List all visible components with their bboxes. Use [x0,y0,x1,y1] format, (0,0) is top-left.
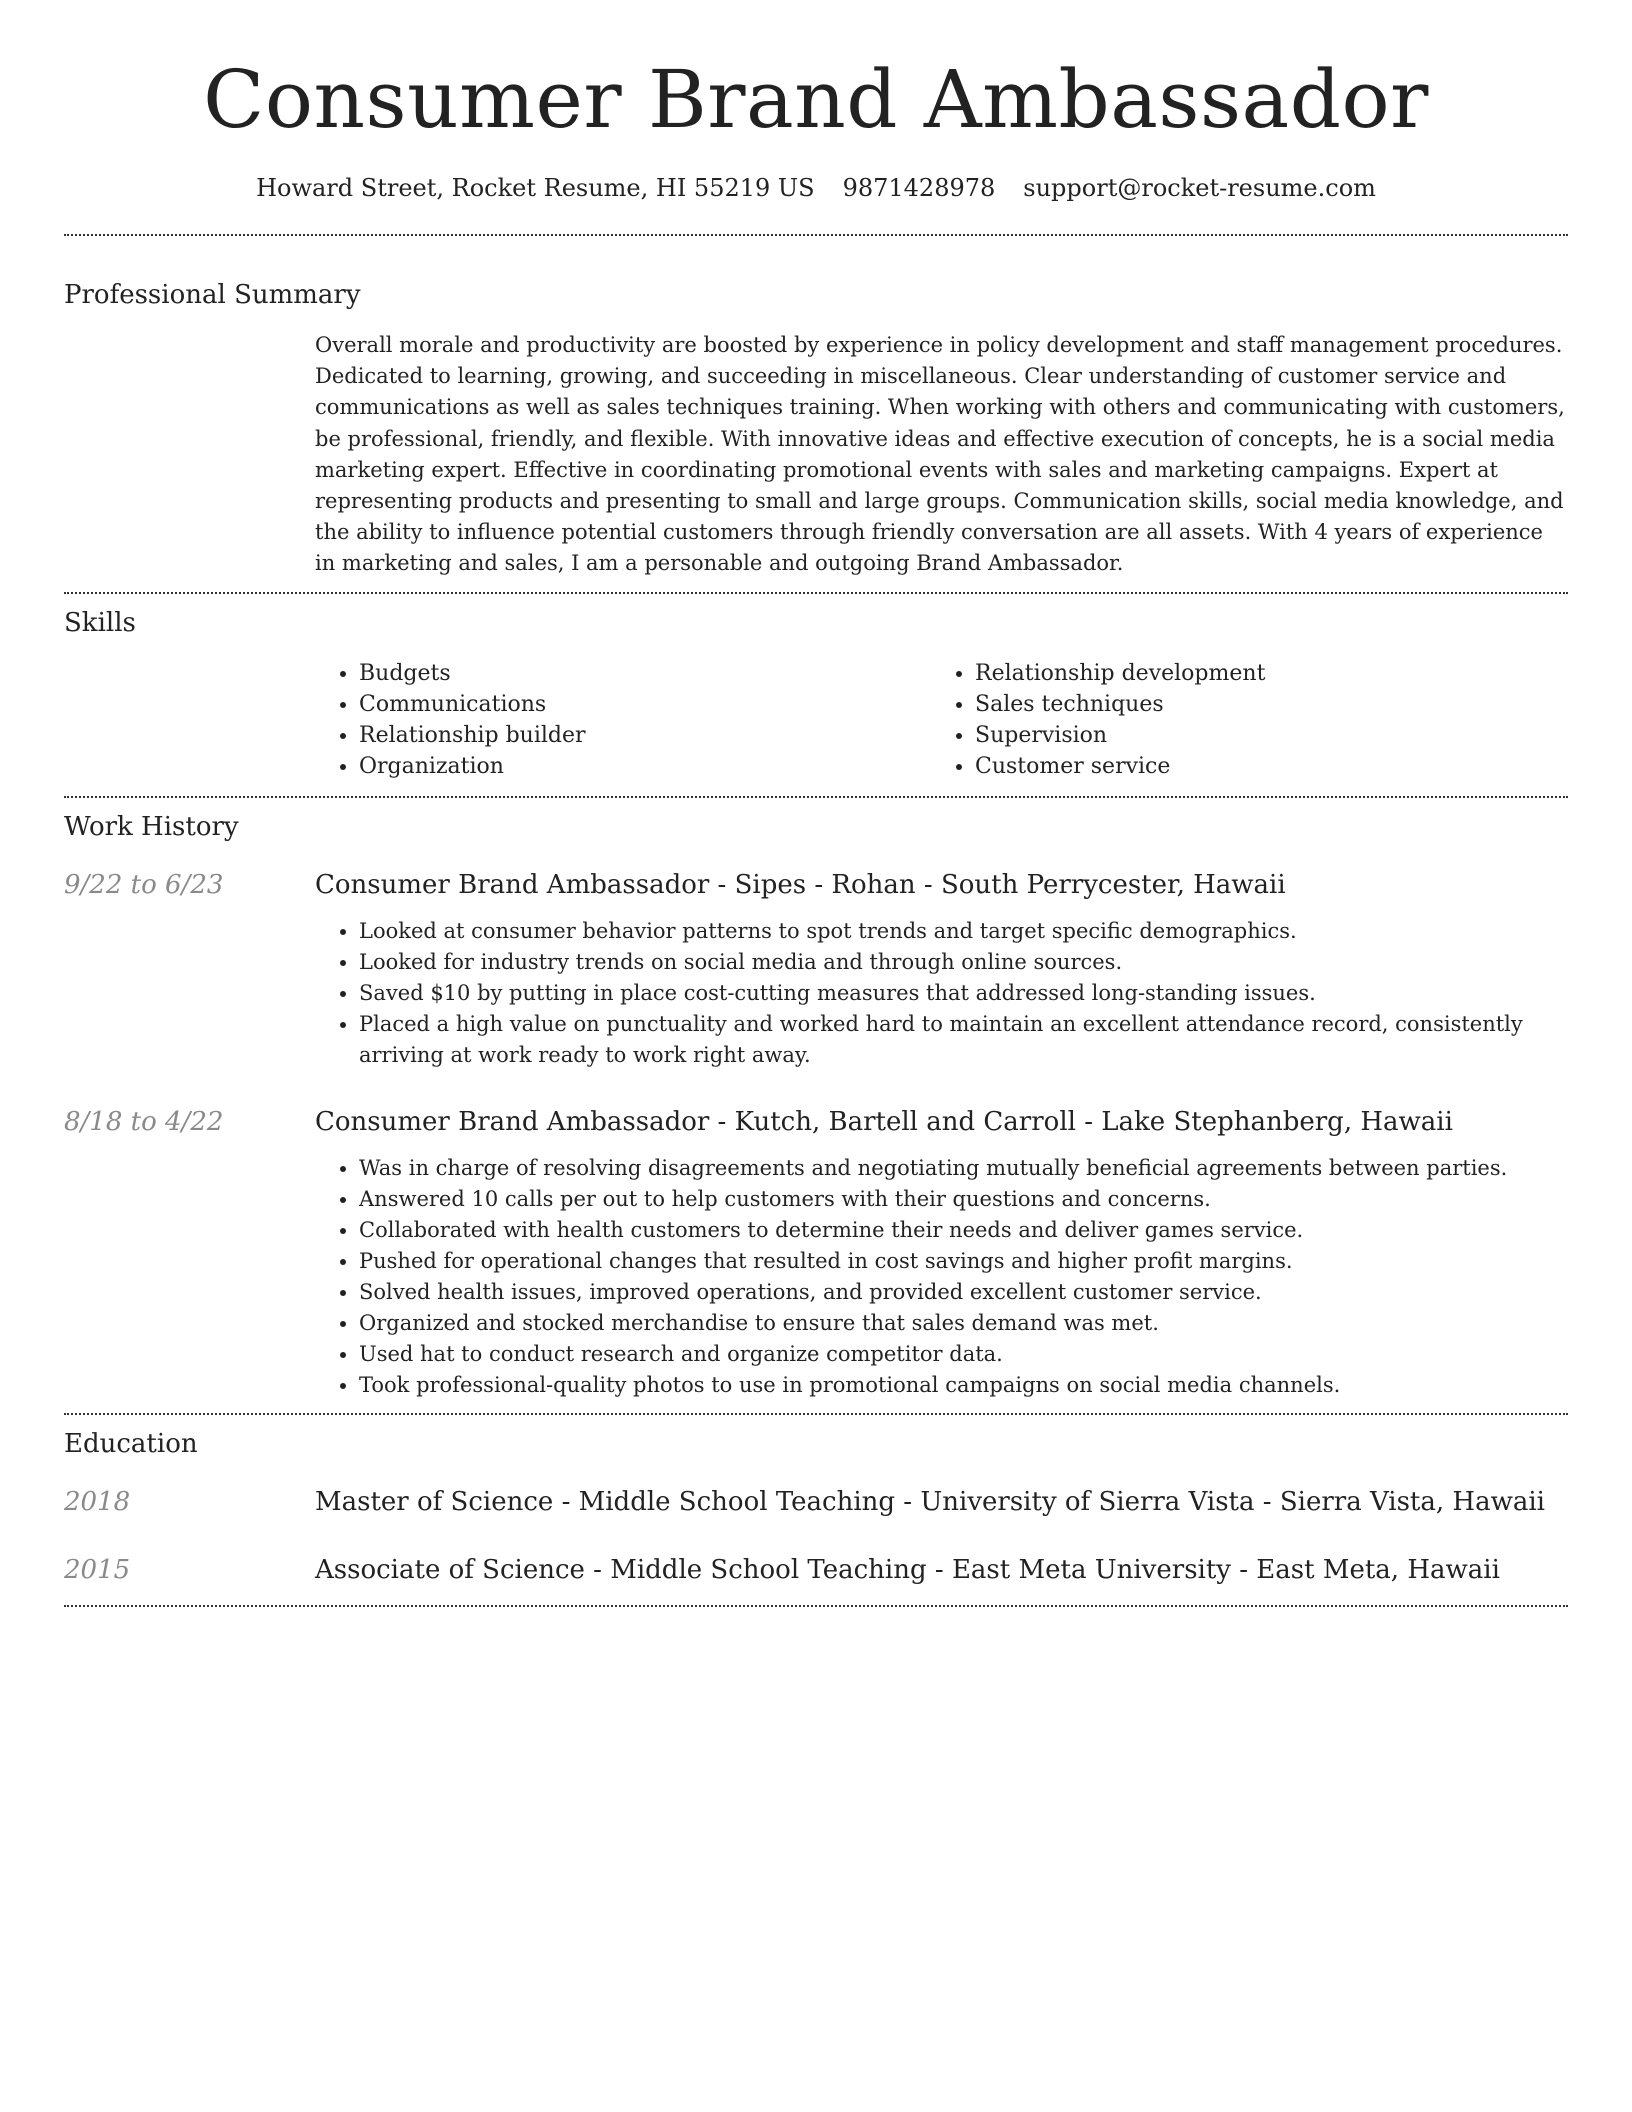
skill-item: • Customer service [975,751,1561,782]
education-year: 2015 [64,1555,131,1586]
education-section [64,1415,1568,1587]
section-divider [64,1605,1568,1607]
education-school: - East Meta University - East Meta, Hawaii [926,1555,1500,1586]
education-degree: Master of Science - Middle School Teaching [315,1487,896,1518]
job-duty: • Saved $10 by putting in place cost-cutting measures that addressed long-standing issues. [359,978,1568,1009]
work-history-heading: Work History [64,812,239,843]
summary-section [64,236,1568,580]
education-entry [64,1485,1568,1519]
job-duty: • Placed a high value on punctuality and worked hard to maintain an excellent attendance record, consistently arriving at work ready to work right away. [359,1009,1568,1071]
job-role: Consumer Brand Ambassador [315,870,710,901]
job-duty: • Collaborated with health customers to determine their needs and deliver games service. [359,1215,1568,1246]
job-duty: • Solved health issues, improved operations, and provided excellent customer service. [359,1277,1568,1308]
job-duty: • Used hat to conduct research and organize competitor data. [359,1339,1568,1370]
candidate-name: Consumer Brand Ambassador [203,53,1429,146]
job-entry [64,868,1568,1071]
job-dates: 9/22 to 6/23 [64,870,224,901]
job-duty: • Pushed for operational changes that resulted in cost savings and higher profit margins. [359,1246,1568,1277]
education-heading: Education [64,1429,198,1460]
job-duty: • Answered 10 calls per out to help customers with their questions and concerns. [359,1184,1568,1215]
summary-heading: Professional Summary [64,280,361,310]
skill-item: • Communications [359,689,931,720]
job-employer-location: - Kutch, Bartell and Carroll - Lake Stephanberg, Hawaii [709,1107,1453,1138]
education-degree: Associate of Science - Middle School Teaching [315,1555,927,1586]
job-entry [64,1105,1568,1401]
summary-text: Overall morale and productivity are boosted by experience in policy development and staff management procedures. Dedicated to learning, growing, and succeeding in miscellaneous. Clear understanding of customer service and communications as well as sales techniques training. When working with others and communicating with customers, be professional, friendly, and flexible. With innovative ideas and effective execution of concepts, he is a social media marketing expert. Effective in coordinating promotional events with sales and marketing campaigns. Expert at representing products and presenting to small and large groups. Communication skills, social media knowledge, and the ability to influence potential customers through friendly conversation are all assets. With 4 years of experience in marketing and sales, I am a personable and outgoing Brand Ambassador. [315,333,1565,576]
skill-item: • Organization [359,751,931,782]
job-dates: 8/18 to 4/22 [64,1107,224,1138]
skill-item: • Sales techniques [975,689,1561,720]
job-duty: • Looked for industry trends on social media and through online sources. [359,947,1568,978]
contact-line [64,172,1568,204]
skill-item: • Supervision [975,720,1561,751]
skills-section [64,594,1568,783]
job-role: Consumer Brand Ambassador [315,1107,710,1138]
job-employer-location: - Sipes - Rohan - South Perrycester, Hawaii [709,870,1286,901]
contact-address: Howard Street, Rocket Resume, HI 55219 US [256,174,815,202]
skills-column-left [315,658,931,783]
resume-header [64,0,1568,204]
job-title [315,868,1568,902]
contact-email[interactable]: support@rocket-resume.com [1023,174,1376,202]
job-duty: • Looked at consumer behavior patterns to spot trends and target specific demographics. [359,916,1568,947]
education-entry [64,1553,1568,1587]
job-duty: • Was in charge of resolving disagreements and negotiating mutually beneficial agreements between parties. [359,1153,1568,1184]
job-duty: • Organized and stocked merchandise to ensure that sales demand was met. [359,1308,1568,1339]
job-duties [315,1153,1568,1401]
job-duty: • Took professional-quality photos to use in promotional campaigns on social media channels. [359,1370,1568,1401]
work-history-section [64,798,1568,1401]
skills-list [315,658,1568,783]
skills-column-right [931,658,1561,783]
education-year: 2018 [64,1487,131,1518]
skills-heading: Skills [64,607,136,638]
skill-item: • Relationship development [975,658,1561,689]
skill-item: • Relationship builder [359,720,931,751]
job-duties [315,916,1568,1071]
skill-item: • Budgets [359,658,931,689]
education-details [315,1485,1568,1519]
education-details [315,1553,1568,1587]
job-title [315,1105,1568,1139]
contact-phone: 9871428978 [842,174,996,202]
education-school: - University of Sierra Vista - Sierra Vista, Hawaii [895,1487,1545,1518]
